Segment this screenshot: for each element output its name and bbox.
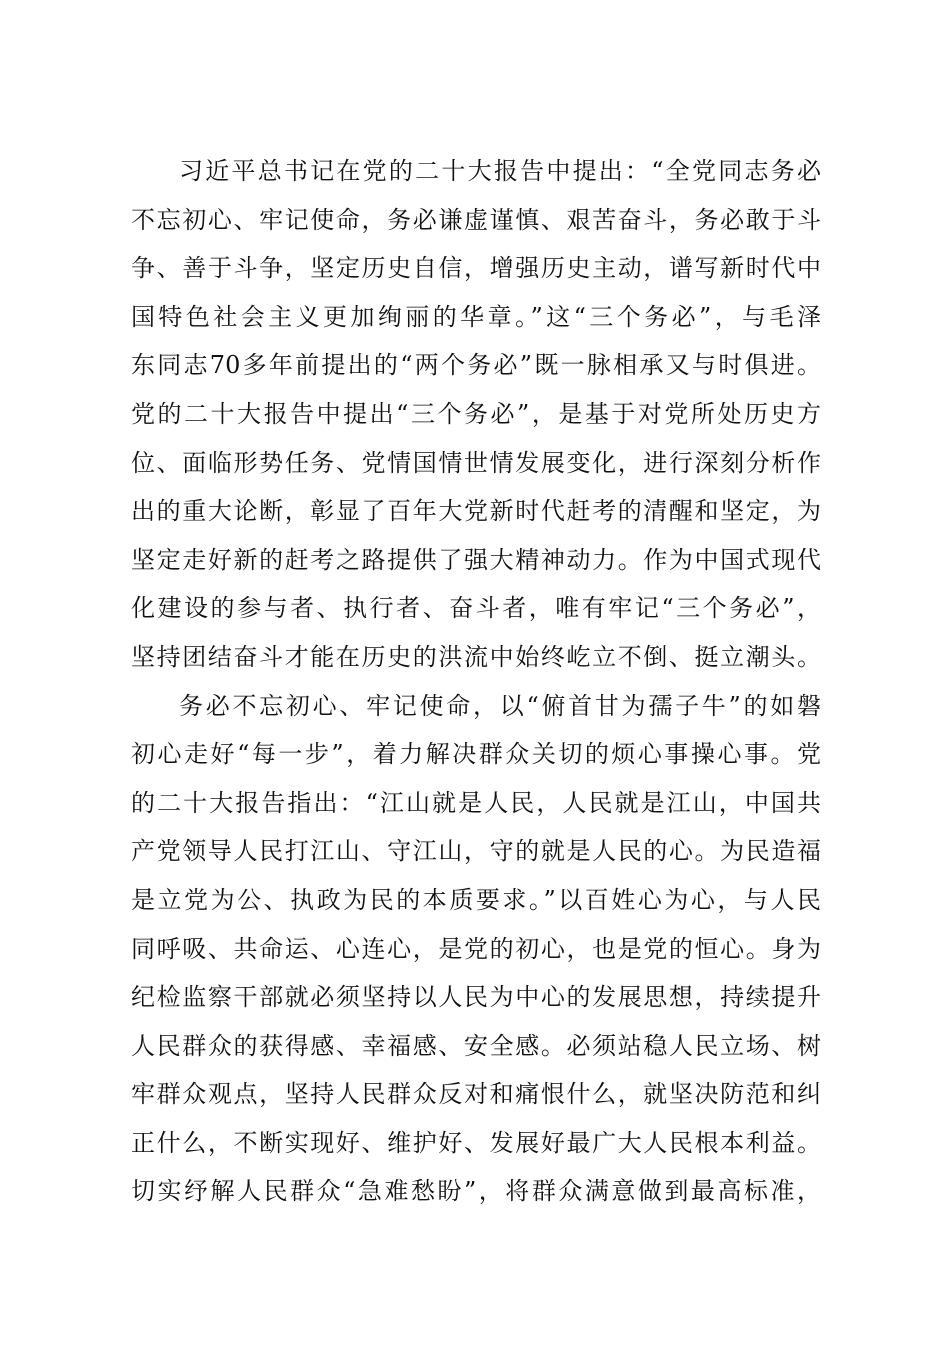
text-line: 国特色社会主义更加绚丽的华章。”这“三个务必”，与毛泽 <box>131 302 821 331</box>
text-line: 牢群众观点，坚持人民群众反对和痛恨什么，就坚决防范和纠 <box>131 1080 821 1109</box>
text-line: 出的重大论断，彰显了百年大党新时代赶考的清醒和坚定，为 <box>131 497 821 526</box>
text-line: 产党领导人民打江山、守江山，守的就是人民的心。为民造福 <box>131 837 821 866</box>
text-line: 党的二十大报告中提出“三个务必”，是基于对党所处历史方 <box>131 399 821 428</box>
paragraph-2 <box>131 682 821 1217</box>
text-line: 东同志70多年前提出的“两个务必”既一脉相承又与时俱进。 <box>131 351 821 380</box>
text-line: 争、善于斗争，坚定历史自信，增强历史主动，谱写新时代中 <box>131 254 821 283</box>
text-line: 切实纾解人民群众“急难愁盼”，将群众满意做到最高标准， <box>131 1177 821 1206</box>
text-line: 不忘初心、牢记使命，务必谦虚谨慎、艰苦奋斗，务必敢于斗 <box>131 205 821 234</box>
text-line: 正什么，不断实现好、维护好、发展好最广大人民根本利益。 <box>131 1128 821 1157</box>
text-line: 初心走好“每一步”，着力解决群众关切的烦心事操心事。党 <box>131 740 821 769</box>
text-line: 坚定走好新的赶考之路提供了强大精神动力。作为中国式现代 <box>131 545 821 574</box>
paragraph-1 <box>131 147 821 682</box>
text-line: 是立党为公、执政为民的本质要求。”以百姓心为心，与人民 <box>131 885 821 914</box>
text-line: 纪检监察干部就必须坚持以人民为中心的发展思想，持续提升 <box>131 983 821 1012</box>
text-line: 位、面临形势任务、党情国情世情发展变化，进行深刻分析作 <box>131 448 821 477</box>
text-line: 同呼吸、共命运、心连心，是党的初心，也是党的恒心。身为 <box>131 934 821 963</box>
text-line: 化建设的参与者、执行者、奋斗者，唯有牢记“三个务必”， <box>131 594 821 623</box>
text-line: 的二十大报告指出：“江山就是人民，人民就是江山，中国共 <box>131 788 821 817</box>
text-line: 人民群众的获得感、幸福感、安全感。必须站稳人民立场、树 <box>131 1031 821 1060</box>
text-line: 务必不忘初心、牢记使命，以“俯首甘为孺子牛”的如磐 <box>179 691 821 720</box>
document-body <box>131 147 821 1216</box>
text-line: 坚持团结奋斗才能在历史的洪流中始终屹立不倒、挺立潮头。 <box>131 642 821 671</box>
text-line: 习近平总书记在党的二十大报告中提出：“全党同志务必 <box>179 157 821 185</box>
